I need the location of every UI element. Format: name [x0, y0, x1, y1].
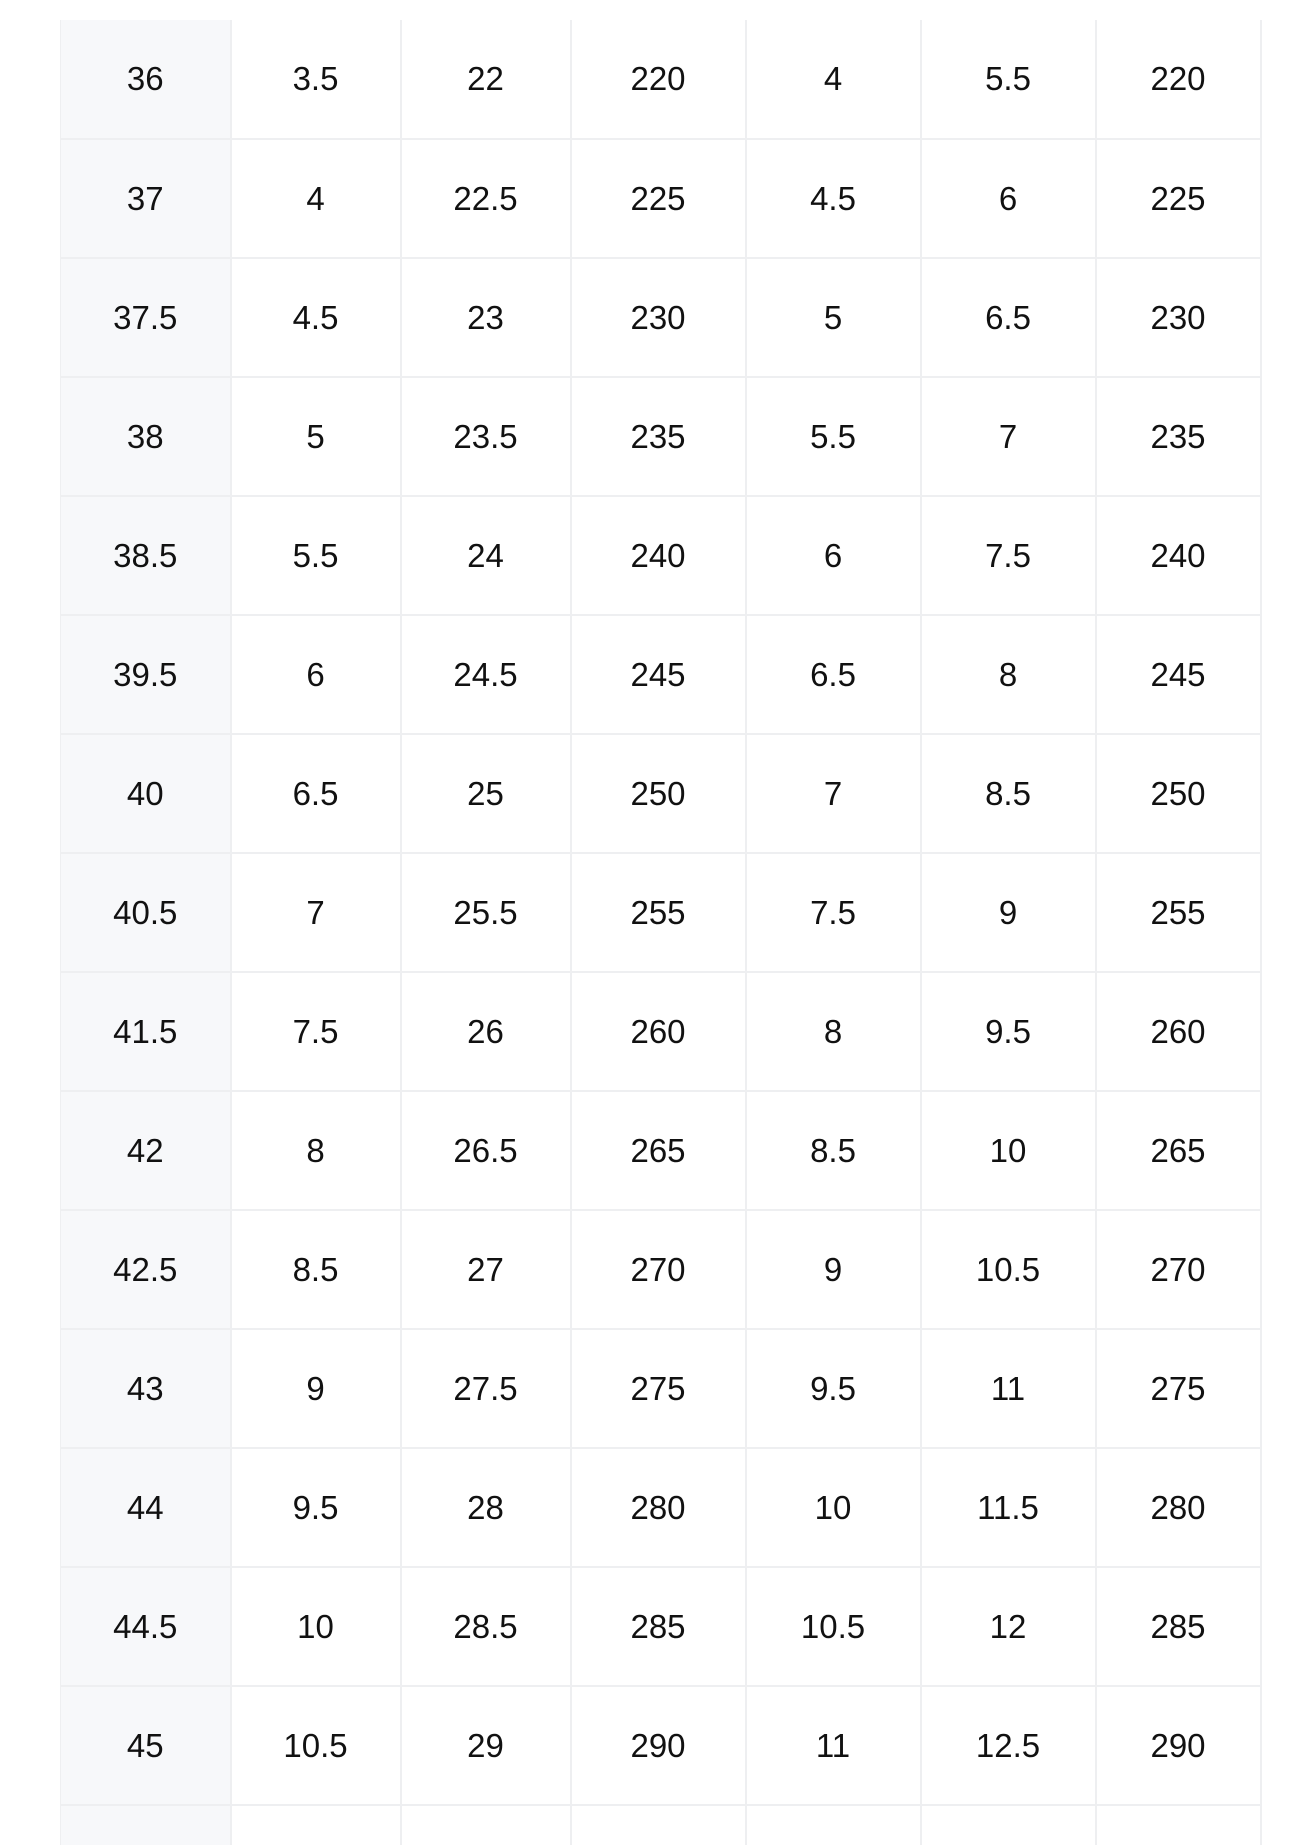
- table-cell: 12: [921, 1567, 1096, 1686]
- row-header-cell: 38: [61, 377, 231, 496]
- row-header-cell: 40.5: [61, 853, 231, 972]
- table-cell: 26.5: [401, 1091, 571, 1210]
- table-cell: 255: [571, 853, 746, 972]
- table-cell: 230: [571, 258, 746, 377]
- table-cell: 3.5: [231, 20, 401, 139]
- table-cell: 22.5: [401, 139, 571, 258]
- table-cell: 5.5: [921, 20, 1096, 139]
- table-cell: 9.5: [746, 1329, 921, 1448]
- table-cell: 9: [921, 853, 1096, 972]
- table-cell: 8.5: [746, 1091, 921, 1210]
- table-cell: 225: [1096, 139, 1261, 258]
- table-row: [61, 377, 1261, 496]
- table-cell: 11: [921, 1329, 1096, 1448]
- table-cell: 280: [1096, 1448, 1261, 1567]
- table-cell: 6.5: [921, 258, 1096, 377]
- table-cell: 260: [1096, 972, 1261, 1091]
- table-cell: 220: [571, 20, 746, 139]
- table-cell: 270: [1096, 1210, 1261, 1329]
- row-header-cell: 36: [61, 20, 231, 139]
- table-row: [61, 258, 1261, 377]
- table-cell: [231, 1805, 401, 1845]
- table-cell: 265: [571, 1091, 746, 1210]
- table-cell: 230: [1096, 258, 1261, 377]
- table-cell: 240: [1096, 496, 1261, 615]
- table-cell: 5: [746, 258, 921, 377]
- row-header-cell: 38.5: [61, 496, 231, 615]
- table-cell: 7: [746, 734, 921, 853]
- table-cell: 5: [231, 377, 401, 496]
- table-cell: 4: [746, 20, 921, 139]
- row-header-cell: 37: [61, 139, 231, 258]
- table-row: [61, 615, 1261, 734]
- table-cell: 275: [1096, 1329, 1261, 1448]
- table-cell: 270: [571, 1210, 746, 1329]
- table-cell: 285: [571, 1567, 746, 1686]
- table-cell: 9: [746, 1210, 921, 1329]
- table-cell: 10.5: [746, 1567, 921, 1686]
- row-header-cell: 44: [61, 1448, 231, 1567]
- table-cell: 9.5: [921, 972, 1096, 1091]
- table-cell: 260: [571, 972, 746, 1091]
- table-cell: 9: [231, 1329, 401, 1448]
- table-cell: 12.5: [921, 1686, 1096, 1805]
- table-cell: 265: [1096, 1091, 1261, 1210]
- table-cell: 8: [746, 972, 921, 1091]
- table-cell: 8.5: [231, 1210, 401, 1329]
- table-cell: 27.5: [401, 1329, 571, 1448]
- table-row: [61, 1686, 1261, 1805]
- row-header-cell: 39.5: [61, 615, 231, 734]
- table-cell: 25: [401, 734, 571, 853]
- table-cell: 27: [401, 1210, 571, 1329]
- table-cell: 28.5: [401, 1567, 571, 1686]
- table-cell: 7: [921, 377, 1096, 496]
- table-cell: 245: [1096, 615, 1261, 734]
- table-cell: 4: [231, 139, 401, 258]
- table-cell: 10.5: [921, 1210, 1096, 1329]
- table-row: [61, 20, 1261, 139]
- table-cell: [1096, 1805, 1261, 1845]
- table-cell: 275: [571, 1329, 746, 1448]
- table-cell: 7: [231, 853, 401, 972]
- table-cell: 4.5: [746, 139, 921, 258]
- row-header-cell: 40: [61, 734, 231, 853]
- table-cell: 6.5: [231, 734, 401, 853]
- row-header-cell: 42: [61, 1091, 231, 1210]
- table-cell: 255: [1096, 853, 1261, 972]
- table-cell: [571, 1805, 746, 1845]
- table-cell: [401, 1805, 571, 1845]
- table-cell: 24: [401, 496, 571, 615]
- table-cell: 8.5: [921, 734, 1096, 853]
- table-cell: 5.5: [746, 377, 921, 496]
- size-chart-body: [61, 20, 1261, 1845]
- table-cell: 250: [1096, 734, 1261, 853]
- table-row: [61, 1448, 1261, 1567]
- table-cell: 6: [746, 496, 921, 615]
- row-header-cell: 43: [61, 1329, 231, 1448]
- table-cell: 23.5: [401, 377, 571, 496]
- table-row: [61, 496, 1261, 615]
- table-cell: 10: [231, 1567, 401, 1686]
- table-cell: 11.5: [921, 1448, 1096, 1567]
- table-cell: 245: [571, 615, 746, 734]
- table-cell: 8: [921, 615, 1096, 734]
- table-row: [61, 1329, 1261, 1448]
- table-cell: 28: [401, 1448, 571, 1567]
- table-cell: 10.5: [231, 1686, 401, 1805]
- table-cell: 280: [571, 1448, 746, 1567]
- table-cell: 10: [746, 1448, 921, 1567]
- table-row: [61, 734, 1261, 853]
- table-cell: 225: [571, 139, 746, 258]
- table-row: [61, 1091, 1261, 1210]
- table-cell: 22: [401, 20, 571, 139]
- table-cell: 9.5: [231, 1448, 401, 1567]
- table-cell: 23: [401, 258, 571, 377]
- table-cell: 5.5: [231, 496, 401, 615]
- table-row: [61, 853, 1261, 972]
- table-cell: 8: [231, 1091, 401, 1210]
- table-cell: 7.5: [746, 853, 921, 972]
- table-cell: 7.5: [231, 972, 401, 1091]
- row-header-cell: 44.5: [61, 1567, 231, 1686]
- table-cell: 24.5: [401, 615, 571, 734]
- table-row-partial: [61, 1805, 1261, 1845]
- table-cell: 220: [1096, 20, 1261, 139]
- table-cell: [746, 1805, 921, 1845]
- row-header-cell: 42.5: [61, 1210, 231, 1329]
- table-cell: 290: [1096, 1686, 1261, 1805]
- table-cell: 25.5: [401, 853, 571, 972]
- table-cell: [921, 1805, 1096, 1845]
- table-row: [61, 972, 1261, 1091]
- size-chart-table-container: [60, 20, 1260, 1845]
- table-row: [61, 139, 1261, 258]
- table-cell: 4.5: [231, 258, 401, 377]
- table-cell: 240: [571, 496, 746, 615]
- table-cell: 6.5: [746, 615, 921, 734]
- table-cell: 7.5: [921, 496, 1096, 615]
- table-cell: 11: [746, 1686, 921, 1805]
- table-cell: 250: [571, 734, 746, 853]
- row-header-cell: 41.5: [61, 972, 231, 1091]
- table-cell: 235: [1096, 377, 1261, 496]
- size-chart-table: [60, 20, 1262, 1845]
- table-cell: 235: [571, 377, 746, 496]
- table-cell: 6: [921, 139, 1096, 258]
- table-cell: 290: [571, 1686, 746, 1805]
- table-cell: 29: [401, 1686, 571, 1805]
- table-cell: 285: [1096, 1567, 1261, 1686]
- table-cell: 10: [921, 1091, 1096, 1210]
- table-row: [61, 1567, 1261, 1686]
- table-cell: 6: [231, 615, 401, 734]
- table-cell: 26: [401, 972, 571, 1091]
- row-header-cell: 45: [61, 1686, 231, 1805]
- row-header-cell: [61, 1805, 231, 1845]
- row-header-cell: 37.5: [61, 258, 231, 377]
- table-row: [61, 1210, 1261, 1329]
